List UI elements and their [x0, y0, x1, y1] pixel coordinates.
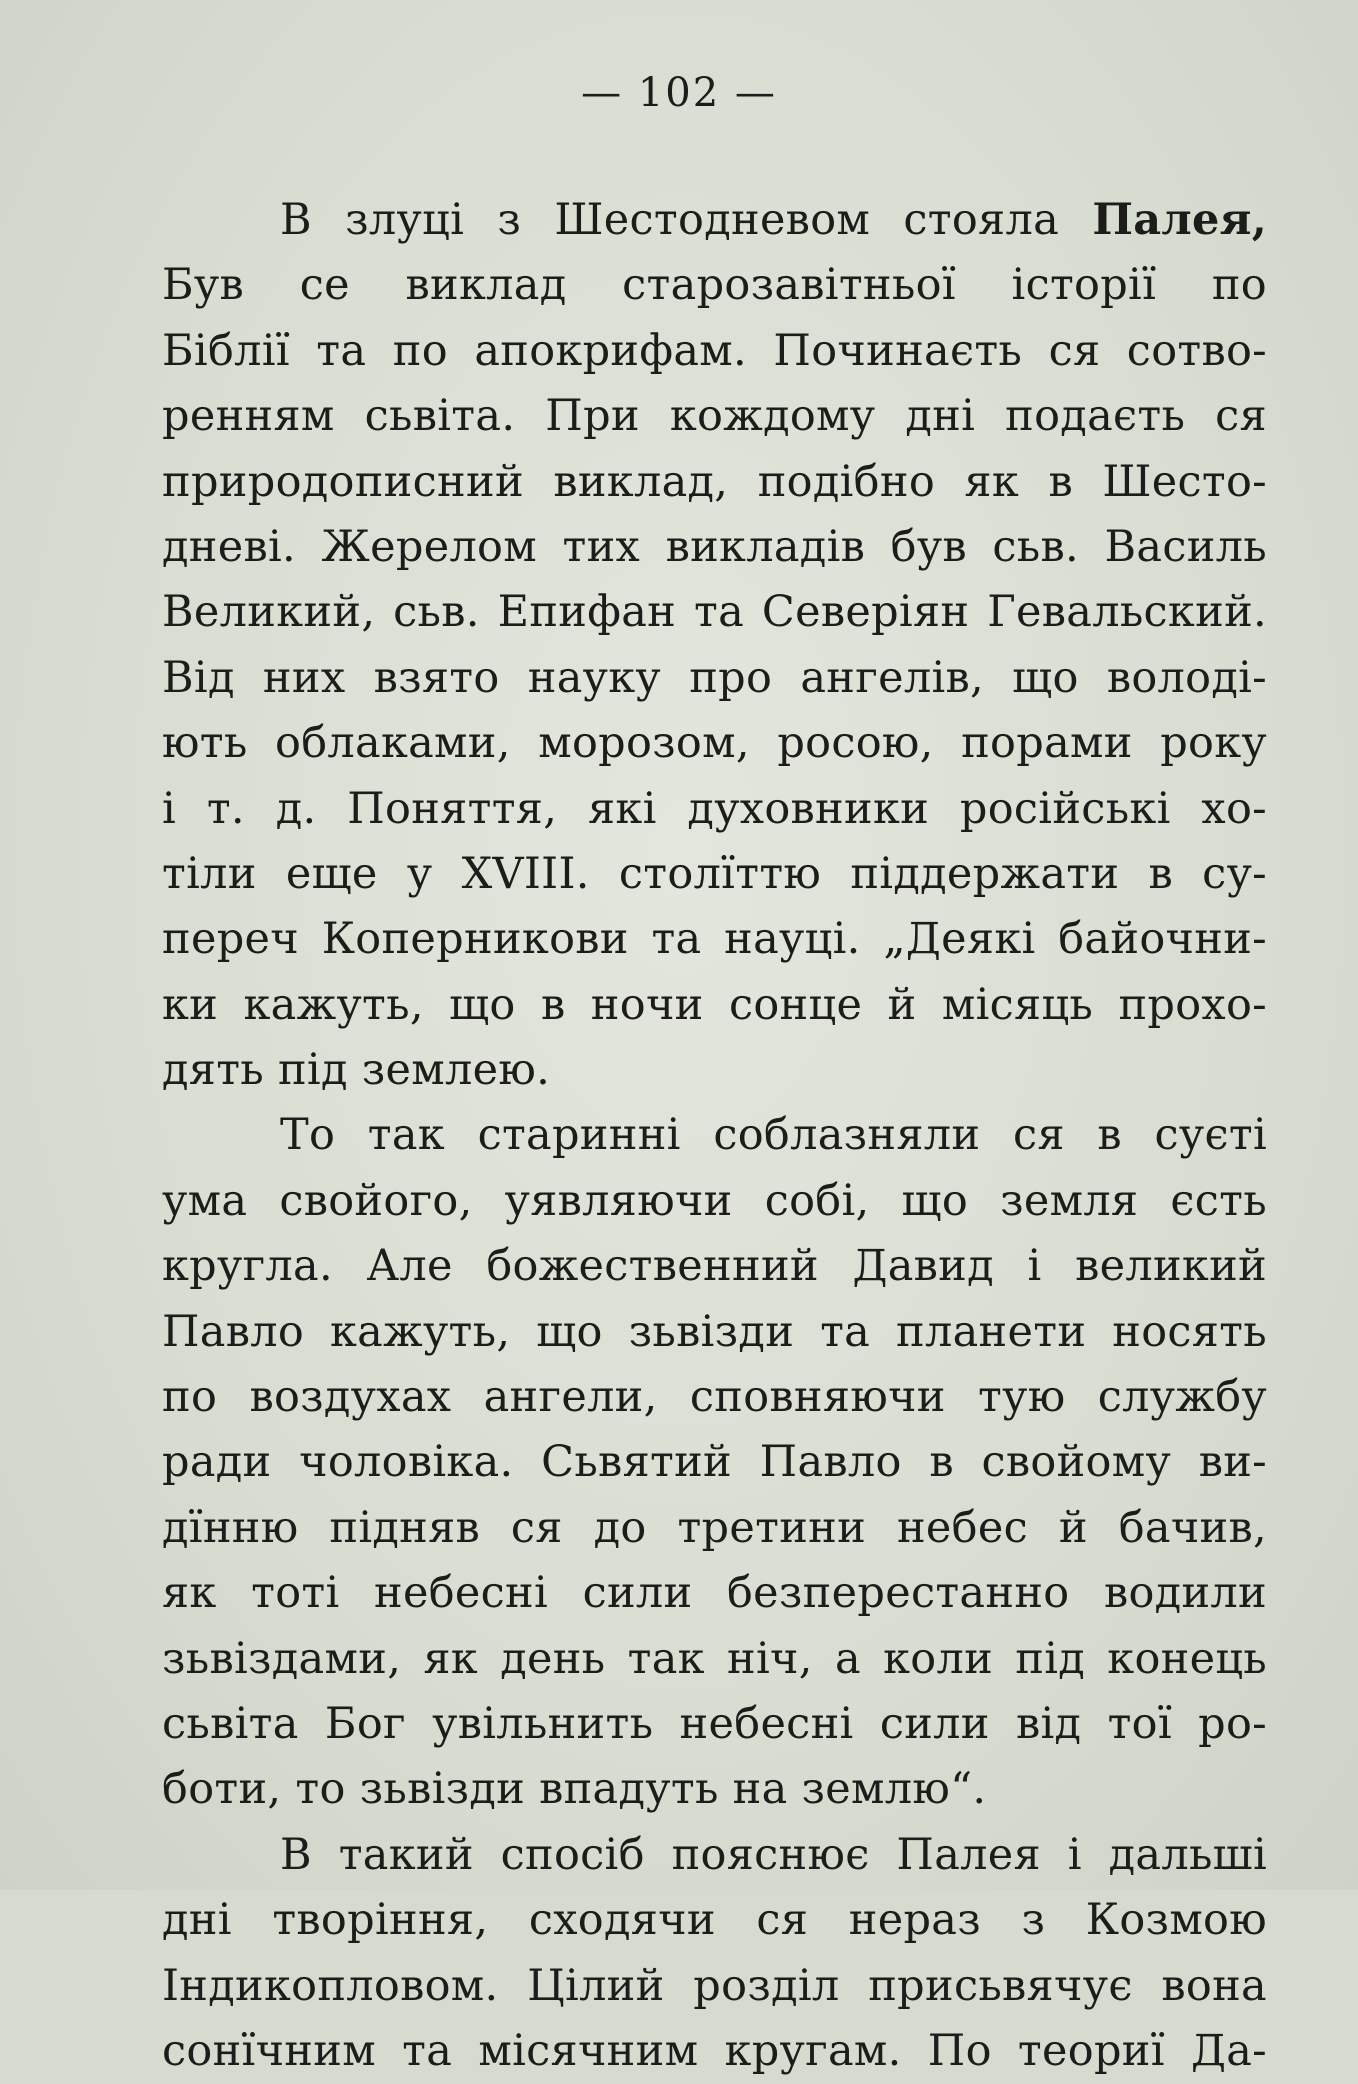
text-line: дневі. Жерелом тих викладів був сьв. Василь: [162, 521, 1267, 572]
text-line: і т. д. Поняття, які духовники російські хо-: [162, 783, 1267, 834]
text-line: Від них взято науку про ангелів, що володі-: [162, 652, 1267, 703]
text-line: ки кажуть, що в ночи сонце й місяць прохо-: [162, 979, 1267, 1030]
bold-term-palea: Палея,: [1092, 195, 1267, 245]
text-line: Великий, сьв. Епифан та Северіян Гевальский.: [162, 587, 1267, 638]
text-line: по воздухах ангели, сповняючи тую службу: [162, 1372, 1267, 1423]
text-run: В злуці з Шестодневом стояла: [280, 195, 1093, 245]
text-line: тіли еще у XVIII. столїттю піддержати в су-: [162, 848, 1267, 899]
paragraph-3: [162, 1823, 1267, 2084]
text-line: сьвіта Бог увільнить небесні сили від тої ро-: [162, 1698, 1267, 1749]
text-line: То так старинні соблазняли ся в суєті: [280, 1110, 1267, 1161]
text-line: сонїчним та місячним кругам. По теориї Да-: [162, 2025, 1267, 2076]
text-line: боти, то зьвізди впадуть на землю“.: [162, 1764, 987, 1815]
paragraph-2: [162, 1103, 1267, 1822]
text-line: ють облаками, морозом, росою, порами року: [162, 718, 1267, 769]
text-line: Біблії та по апокрифам. Починаєть ся сотво-: [162, 325, 1267, 376]
text-line: природописний виклад, подібно як в Шесто-: [162, 456, 1267, 507]
body-text: [162, 188, 1267, 2084]
page-number: — 102 —: [581, 70, 777, 116]
text-line: ради чоловіка. Сьвятий Павло в свойому ви-: [162, 1437, 1267, 1488]
text-line: зьвіздами, як день так ніч, а коли під конець: [162, 1633, 1267, 1684]
text-line: ума свойого, уявляючи собі, що земля єсть: [162, 1175, 1267, 1226]
text-line: В такий спосіб пояснює Палея і дальші: [280, 1829, 1267, 1880]
text-line: переч Коперникови та науці. „Деякі байочни-: [162, 914, 1267, 965]
text-line: дїнню підняв ся до третини небес й бачив,: [162, 1502, 1267, 1553]
text-line: Індикопловом. Цілий розділ присьвячує вона: [162, 1960, 1267, 2011]
text-line: як тоті небесні сили безперестанно водили: [162, 1568, 1267, 1619]
paragraph-1: [162, 188, 1267, 1103]
text-line: кругла. Але божественний Давид і великий: [162, 1241, 1267, 1292]
text-line: дні творіння, сходячи ся нераз з Козмою: [162, 1895, 1267, 1946]
text-line: дять під землею.: [162, 1045, 551, 1096]
text-line: ренням сьвіта. При кождому дні подаєть ся: [162, 391, 1267, 442]
text-line: Був се виклад старозавітньої історії по: [162, 260, 1267, 311]
text-line: Павло кажуть, що зьвізди та планети носять: [162, 1306, 1267, 1357]
text-line: [162, 188, 1267, 253]
